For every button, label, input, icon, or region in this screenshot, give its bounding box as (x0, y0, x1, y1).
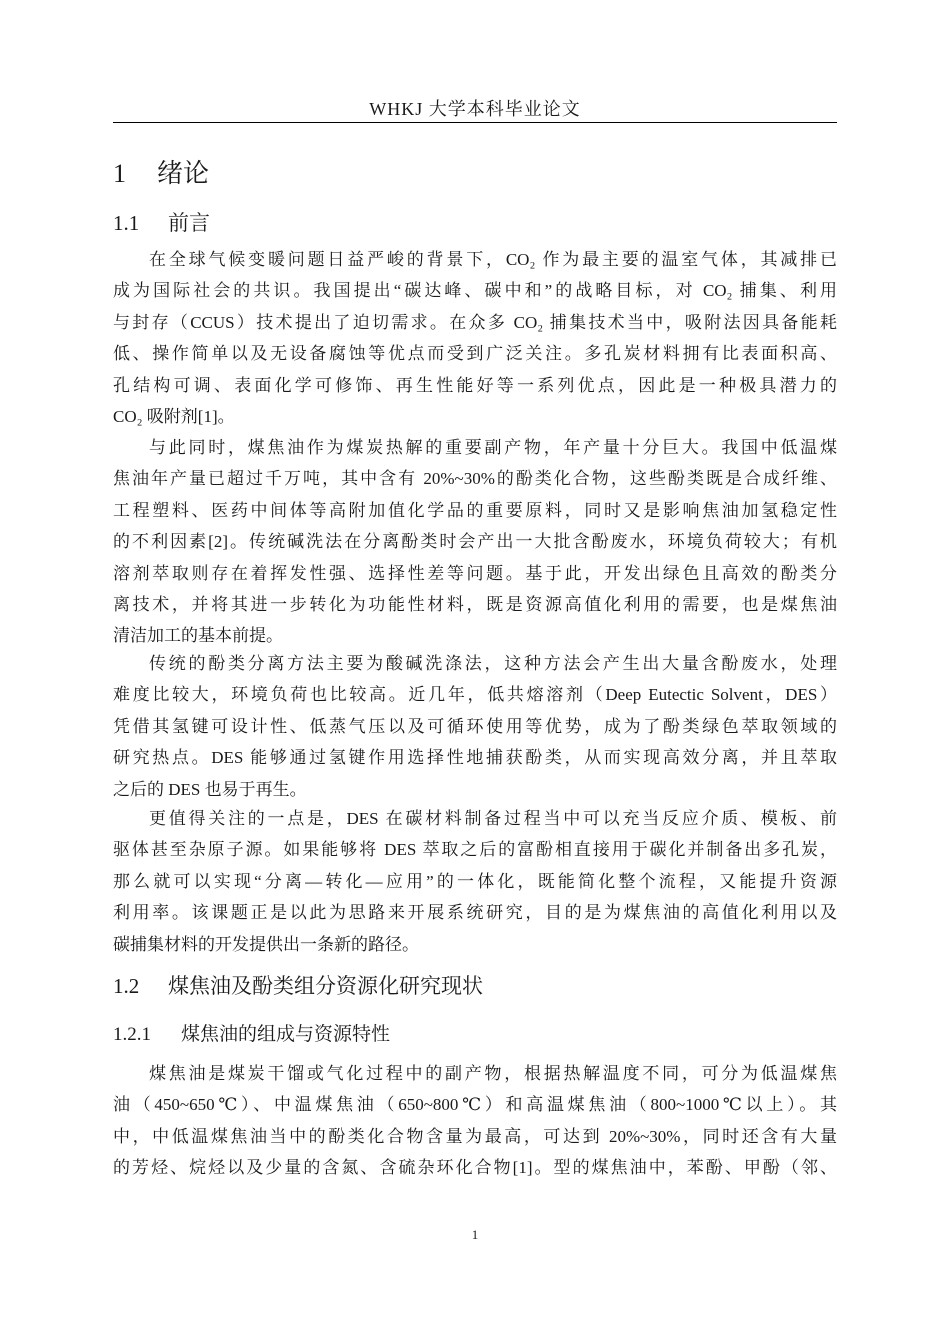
paragraph-line: 离技术，并将其进一步转化为功能性材料，既是资源高值化利用的需要，也是煤焦油 (113, 594, 837, 614)
chapter-heading (113, 156, 209, 192)
subsection-number: 1.2.1 (113, 1024, 151, 1045)
page-header: WHKJ 大学本科毕业论文 (113, 96, 837, 123)
section-number: 1.2 (113, 974, 140, 998)
paragraph-line: 凭借其氢键可设计性、低蒸气压以及可循环使用等优势，成为了酚类绿色萃取领域的 (113, 716, 837, 736)
paragraph-line: 油（450~650℃）、中温煤焦油（650~800℃）和高温煤焦油（800~1000℃以上）。其 (113, 1095, 837, 1115)
paragraph-line: 与此同时，煤焦油作为煤炭热解的重要副产物，年产量十分巨大。我国中低温煤 (149, 438, 837, 457)
paragraph-line: 的不利因素[2]。传统碱洗法在分离酚类时会产出一大批含酚废水，环境负荷较大；有机 (113, 532, 837, 552)
paragraph-line: 工程塑料、医药中间体等高附加值化学品的重要原料，同时又是影响焦油加氢稳定性 (113, 500, 837, 520)
paragraph-line: 中，中低温煤焦油当中的酚类化合物含量为最高，可达到 20%~30%，同时还含有大量 (113, 1126, 837, 1146)
paragraph-4 (113, 803, 837, 960)
subsection-heading-1-2-1 (113, 1020, 390, 1049)
paragraph-line: 利用率。该课题正是以此为思路来开展系统研究，目的是为煤焦油的高值化利用以及 (113, 903, 837, 923)
paragraph-line: 传统的酚类分离方法主要为酸碱洗涤法，这种方法会产生出大量含酚废水，处理 (149, 654, 837, 673)
paragraph-line: 孔结构可调、表面化学可修饰、再生性能好等一系列优点，因此是一种极具潜力的 (113, 375, 837, 395)
paragraph-line: 的芳烃、烷烃以及少量的含氮、含硫杂环化合物[1]。型的煤焦油中，苯酚、甲酚（邻、 (113, 1158, 837, 1178)
paragraph-line: 成为国际社会的共识。我国提出“碳达峰、碳中和”的战略目标，对 CO₂ 捕集、利用 (113, 281, 837, 301)
paragraph-line: 更值得关注的一点是，DES 在碳材料制备过程当中可以充当反应介质、模板、前 (149, 809, 837, 828)
paragraph-1 (113, 244, 837, 432)
paragraph-line: 研究热点。DES 能够通过氢键作用选择性地捕获酚类，从而实现高效分离，并且萃取 (113, 748, 837, 768)
paragraph-line: 碳捕集材料的开发提供出一条新的路径。 (113, 934, 419, 954)
paragraph-line: 难度比较大，环境负荷也比较高。近几年，低共熔溶剂（Deep Eutectic Solvent，DES） (113, 685, 837, 705)
page-number: 1 (471, 1227, 479, 1242)
paragraph-line: 清洁加工的基本前提。 (113, 626, 283, 646)
paragraph-line: 之后的 DES 也易于再生。 (113, 779, 307, 799)
chapter-number: 1 (113, 159, 126, 188)
section-heading-1-1 (113, 208, 210, 238)
chapter-title: 绪论 (157, 159, 210, 189)
subsection-title: 煤焦油的组成与资源特性 (181, 1023, 391, 1045)
paragraph-line: 低、操作简单以及无设备腐蚀等优点而受到广泛关注。多孔炭材料拥有比表面积高、 (113, 344, 837, 364)
section-title: 煤焦油及酚类组分资源化研究现状 (168, 974, 483, 998)
paragraph-2 (113, 432, 837, 652)
paragraph-3 (113, 648, 837, 805)
paragraph-line: CO₂ 吸附剂[1]。 (113, 406, 235, 426)
section-title: 前言 (168, 211, 210, 235)
paragraph-5 (113, 1058, 837, 1184)
paragraph-line: 那么就可以实现“分离—转化—应用”的一体化，既能简化整个流程，又能提升资源 (113, 871, 837, 891)
paragraph-line: 溶剂萃取则存在着挥发性强、选择性差等问题。基于此，开发出绿色且高效的酚类分 (113, 563, 837, 583)
section-heading-1-2 (113, 971, 483, 1001)
section-number: 1.1 (113, 211, 140, 235)
paragraph-line: 煤焦油是煤炭干馏或气化过程中的副产物，根据热解温度不同，可分为低温煤焦 (149, 1064, 837, 1083)
paragraph-line: 在全球气候变暖问题日益严峻的背景下，CO₂ 作为最主要的温室气体，其减排已 (149, 250, 837, 269)
paragraph-line: 与封存（CCUS）技术提出了迫切需求。在众多 CO₂ 捕集技术当中，吸附法因具备能耗 (113, 312, 837, 332)
paragraph-line: 驱体甚至杂原子源。如果能够将 DES 萃取之后的富酚相直接用于碳化并制备出多孔炭， (113, 840, 837, 860)
paragraph-line: 焦油年产量已超过千万吨，其中含有 20%~30%的酚类化合物，这些酚类既是合成纤维、 (113, 469, 837, 489)
